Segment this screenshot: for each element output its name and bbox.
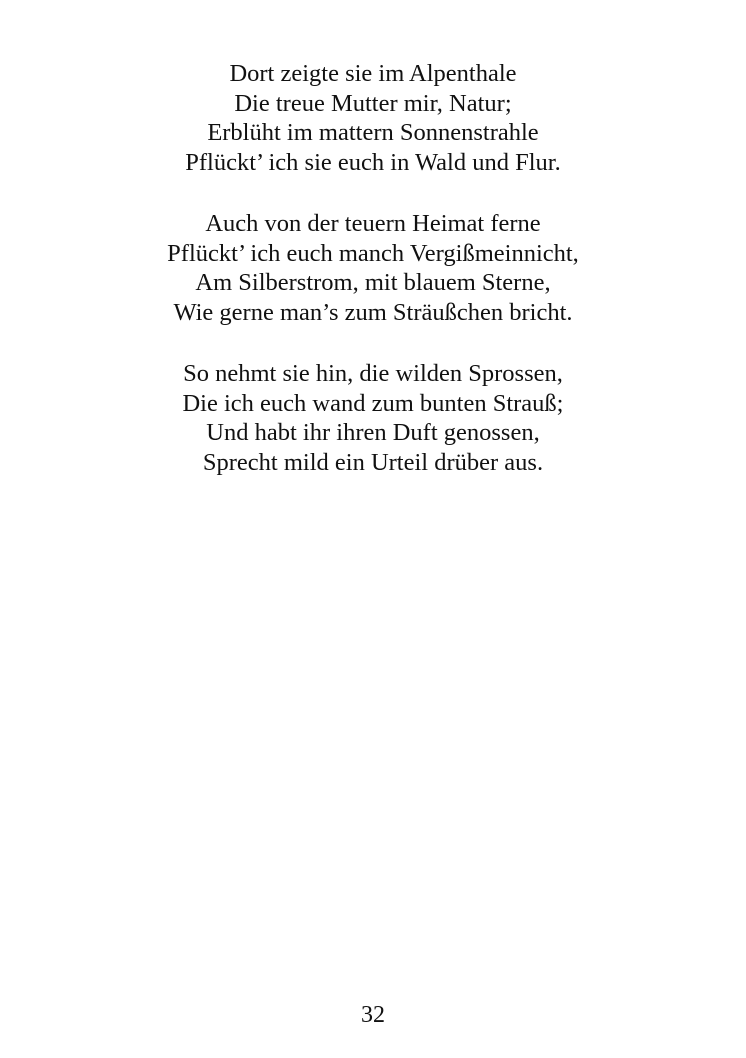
verse-line: Die treue Mutter mir, Natur; xyxy=(234,89,512,117)
verse-line: Pflückt’ ich euch manch Vergißmeinnicht, xyxy=(167,239,579,267)
verse-line: Und habt ihr ihren Duft genossen, xyxy=(206,419,540,446)
verse-line: Die ich euch wand zum bunten Strauß; xyxy=(182,389,564,417)
stanza-3 xyxy=(0,359,746,477)
stanza-2 xyxy=(0,209,746,327)
verse-line: So nehmt sie hin, die wilden Sprossen, xyxy=(183,360,563,387)
verse-line: Am Silberstrom, mit blauem Sterne, xyxy=(195,269,551,296)
verse-line: Pflückt’ ich sie euch in Wald und Flur. xyxy=(185,148,561,176)
stanza-1 xyxy=(0,59,746,177)
verse-line: Erblüht im mattern Sonnenstrahle xyxy=(207,119,539,146)
page-number: 32 xyxy=(361,1002,385,1028)
verse-line: Wie gerne man’s zum Sträußchen bricht. xyxy=(173,298,573,326)
poem-body xyxy=(0,59,746,509)
verse-line: Dort zeigte sie im Alpenthale xyxy=(229,60,517,87)
verse-line: Auch von der teuern Heimat ferne xyxy=(205,210,541,237)
verse-line: Sprecht mild ein Urteil drüber aus. xyxy=(202,448,544,476)
